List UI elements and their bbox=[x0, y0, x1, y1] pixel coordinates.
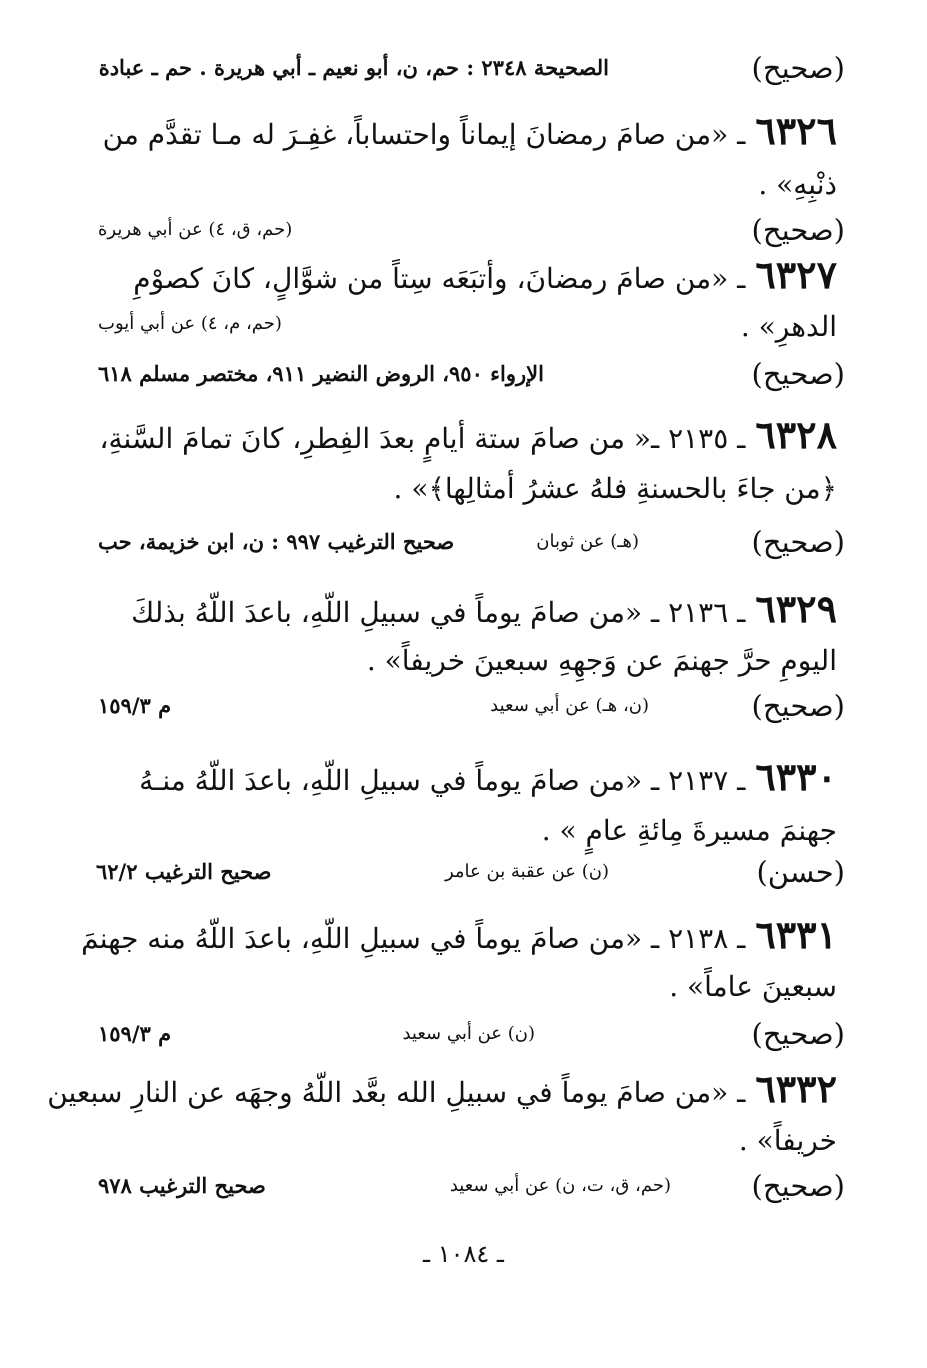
narrator-reference: (ن) عن أبي سعيد bbox=[402, 1023, 535, 1044]
narrator-reference: (ن، هـ) عن أبي سعيد bbox=[490, 695, 649, 716]
grade-label: (صحيح) bbox=[751, 213, 845, 247]
narrator-reference: (حم، م، ٤) عن أبي أيوب bbox=[98, 313, 282, 334]
hadith-text: سبعينَ عاماً» . bbox=[669, 970, 837, 1003]
source-reference: الإرواء ٩٥٠، الروض النضير ٩١١، مختصر مسلم ٦١٨ bbox=[98, 361, 544, 386]
hadith-text: الدهرِ» . bbox=[740, 310, 837, 343]
grade-label: (صحيح) bbox=[751, 51, 845, 85]
grade-label: (صحيح) bbox=[751, 1169, 845, 1203]
grade-label: (صحيح) bbox=[751, 689, 845, 723]
hadith-6327-reference bbox=[0, 354, 927, 406]
hadith-number: ٦٣٢٧ bbox=[755, 252, 837, 297]
source-reference: الصحيحة ٢٣٤٨ : حم، ن، أبو نعيم ـ أبي هريرة . حم ـ عبادة bbox=[98, 55, 609, 80]
hadith-text: ﴿من جاءَ بالحسنةِ فلهُ عشرُ أمثالِها﴾» . bbox=[393, 472, 837, 505]
hadith-text: ـ ٢١٣٧ ـ «من صامَ يوماً في سبيلِ اللّهِ، باعدَ اللّهُ منـهُ bbox=[139, 764, 746, 797]
hadith-6330-reference bbox=[0, 852, 927, 904]
grade-label: (صحيح) bbox=[751, 525, 845, 559]
hadith-text: جهنمَ مسيرةَ مِائةِ عامٍ » . bbox=[541, 814, 837, 847]
hadith-text: ـ ٢١٣٦ ـ «من صامَ يوماً في سبيلِ اللّهِ، باعدَ اللّهُ بذلكَ bbox=[131, 596, 746, 629]
narrator-reference: (حم، ق، ت، ن) عن أبي سعيد bbox=[449, 1175, 671, 1196]
hadith-text: ـ «من صامَ رمضانَ إيماناً واحتساباً، غفِـرَ له مـا تقدَّم من bbox=[102, 118, 746, 151]
page-number: ـ ١٠٨٤ ـ bbox=[423, 1240, 504, 1268]
hadith-6331-line1 bbox=[81, 908, 837, 960]
hadith-6328-line2 bbox=[97, 462, 837, 514]
hadith-6329-reference bbox=[0, 686, 927, 738]
hadith-6326-line2 bbox=[97, 158, 837, 210]
hadith-number: ٦٣٢٦ bbox=[755, 108, 837, 153]
grade-label: (صحيح) bbox=[751, 357, 845, 391]
hadith-number: ٦٣٣٢ bbox=[755, 1066, 837, 1111]
hadith-number: ٦٣٣١ bbox=[755, 912, 837, 957]
hadith-text: ذنْبِهِ» . bbox=[758, 168, 837, 201]
hadith-6330-line2 bbox=[97, 804, 837, 856]
hadith-6331-line2 bbox=[97, 960, 837, 1012]
hadith-6328-reference bbox=[0, 522, 927, 574]
hadith-text: اليومِ حرَّ جهنمَ عن وَجهِهِ سبعينَ خريفاً» . bbox=[366, 644, 837, 677]
hadith-text: خريفاً» . bbox=[738, 1124, 837, 1157]
source-reference: صحيح الترغيب ٩٩٧ : ن، ابن خزيمة، حب bbox=[98, 529, 455, 554]
hadith-number: ٦٣٢٩ bbox=[755, 586, 837, 631]
hadith-text: ـ ٢١٣٨ ـ «من صامَ يوماً في سبيلِ اللّهِ، باعدَ اللّهُ منه جهنمَ bbox=[81, 922, 746, 955]
source-reference: م ١٥٩/٣ bbox=[98, 1021, 172, 1046]
grade-label: (صحيح) bbox=[751, 1017, 845, 1051]
hadith-6327-line2 bbox=[0, 300, 927, 352]
hadith-6326-line1 bbox=[97, 104, 837, 156]
hadith-number: ٦٣٣٠ bbox=[755, 754, 837, 799]
hadith-text: ـ ٢١٣٥ ـ« من صامَ ستة أيامٍ بعدَ الفِطرِ، كانَ تمامَ السَّنةِ، bbox=[99, 422, 746, 455]
source-reference: م ١٥٩/٣ bbox=[98, 693, 172, 718]
hadith-6332-reference bbox=[0, 1166, 927, 1218]
narrator-reference: (ن) عن عقبة بن عامر bbox=[444, 861, 609, 882]
hadith-6328-line1 bbox=[97, 408, 837, 460]
hadith-6329-line2 bbox=[97, 634, 837, 686]
grade-label: (حسن) bbox=[756, 855, 845, 889]
hadith-6331-reference bbox=[0, 1014, 927, 1066]
narrator-reference: (هـ) عن ثوبان bbox=[536, 531, 639, 552]
hadith-6330-line1 bbox=[97, 750, 837, 802]
hadith-6325-reference bbox=[0, 48, 927, 100]
source-reference: صحيح الترغيب ٦٢/٢ bbox=[96, 859, 272, 884]
source-reference: صحيح الترغيب ٩٧٨ bbox=[98, 1173, 266, 1198]
hadith-number: ٦٣٢٨ bbox=[755, 412, 837, 457]
hadith-6332-line2 bbox=[97, 1114, 837, 1166]
hadith-6332-line1 bbox=[47, 1062, 837, 1114]
hadith-6327-line1 bbox=[97, 248, 837, 300]
hadith-text: ـ «من صامَ رمضانَ، وأتبَعَه سِتاً من شوَّالٍ، كانَ كصوْمِ bbox=[133, 262, 746, 295]
narrator-reference: (حم، ق، ٤) عن أبي هريرة bbox=[98, 219, 293, 240]
hadith-text: ـ «من صامَ يوماً في سبيلِ الله بعَّد اللّهُ وجهَه عن النارِ سبعين bbox=[47, 1076, 746, 1109]
hadith-6329-line1 bbox=[97, 582, 837, 634]
